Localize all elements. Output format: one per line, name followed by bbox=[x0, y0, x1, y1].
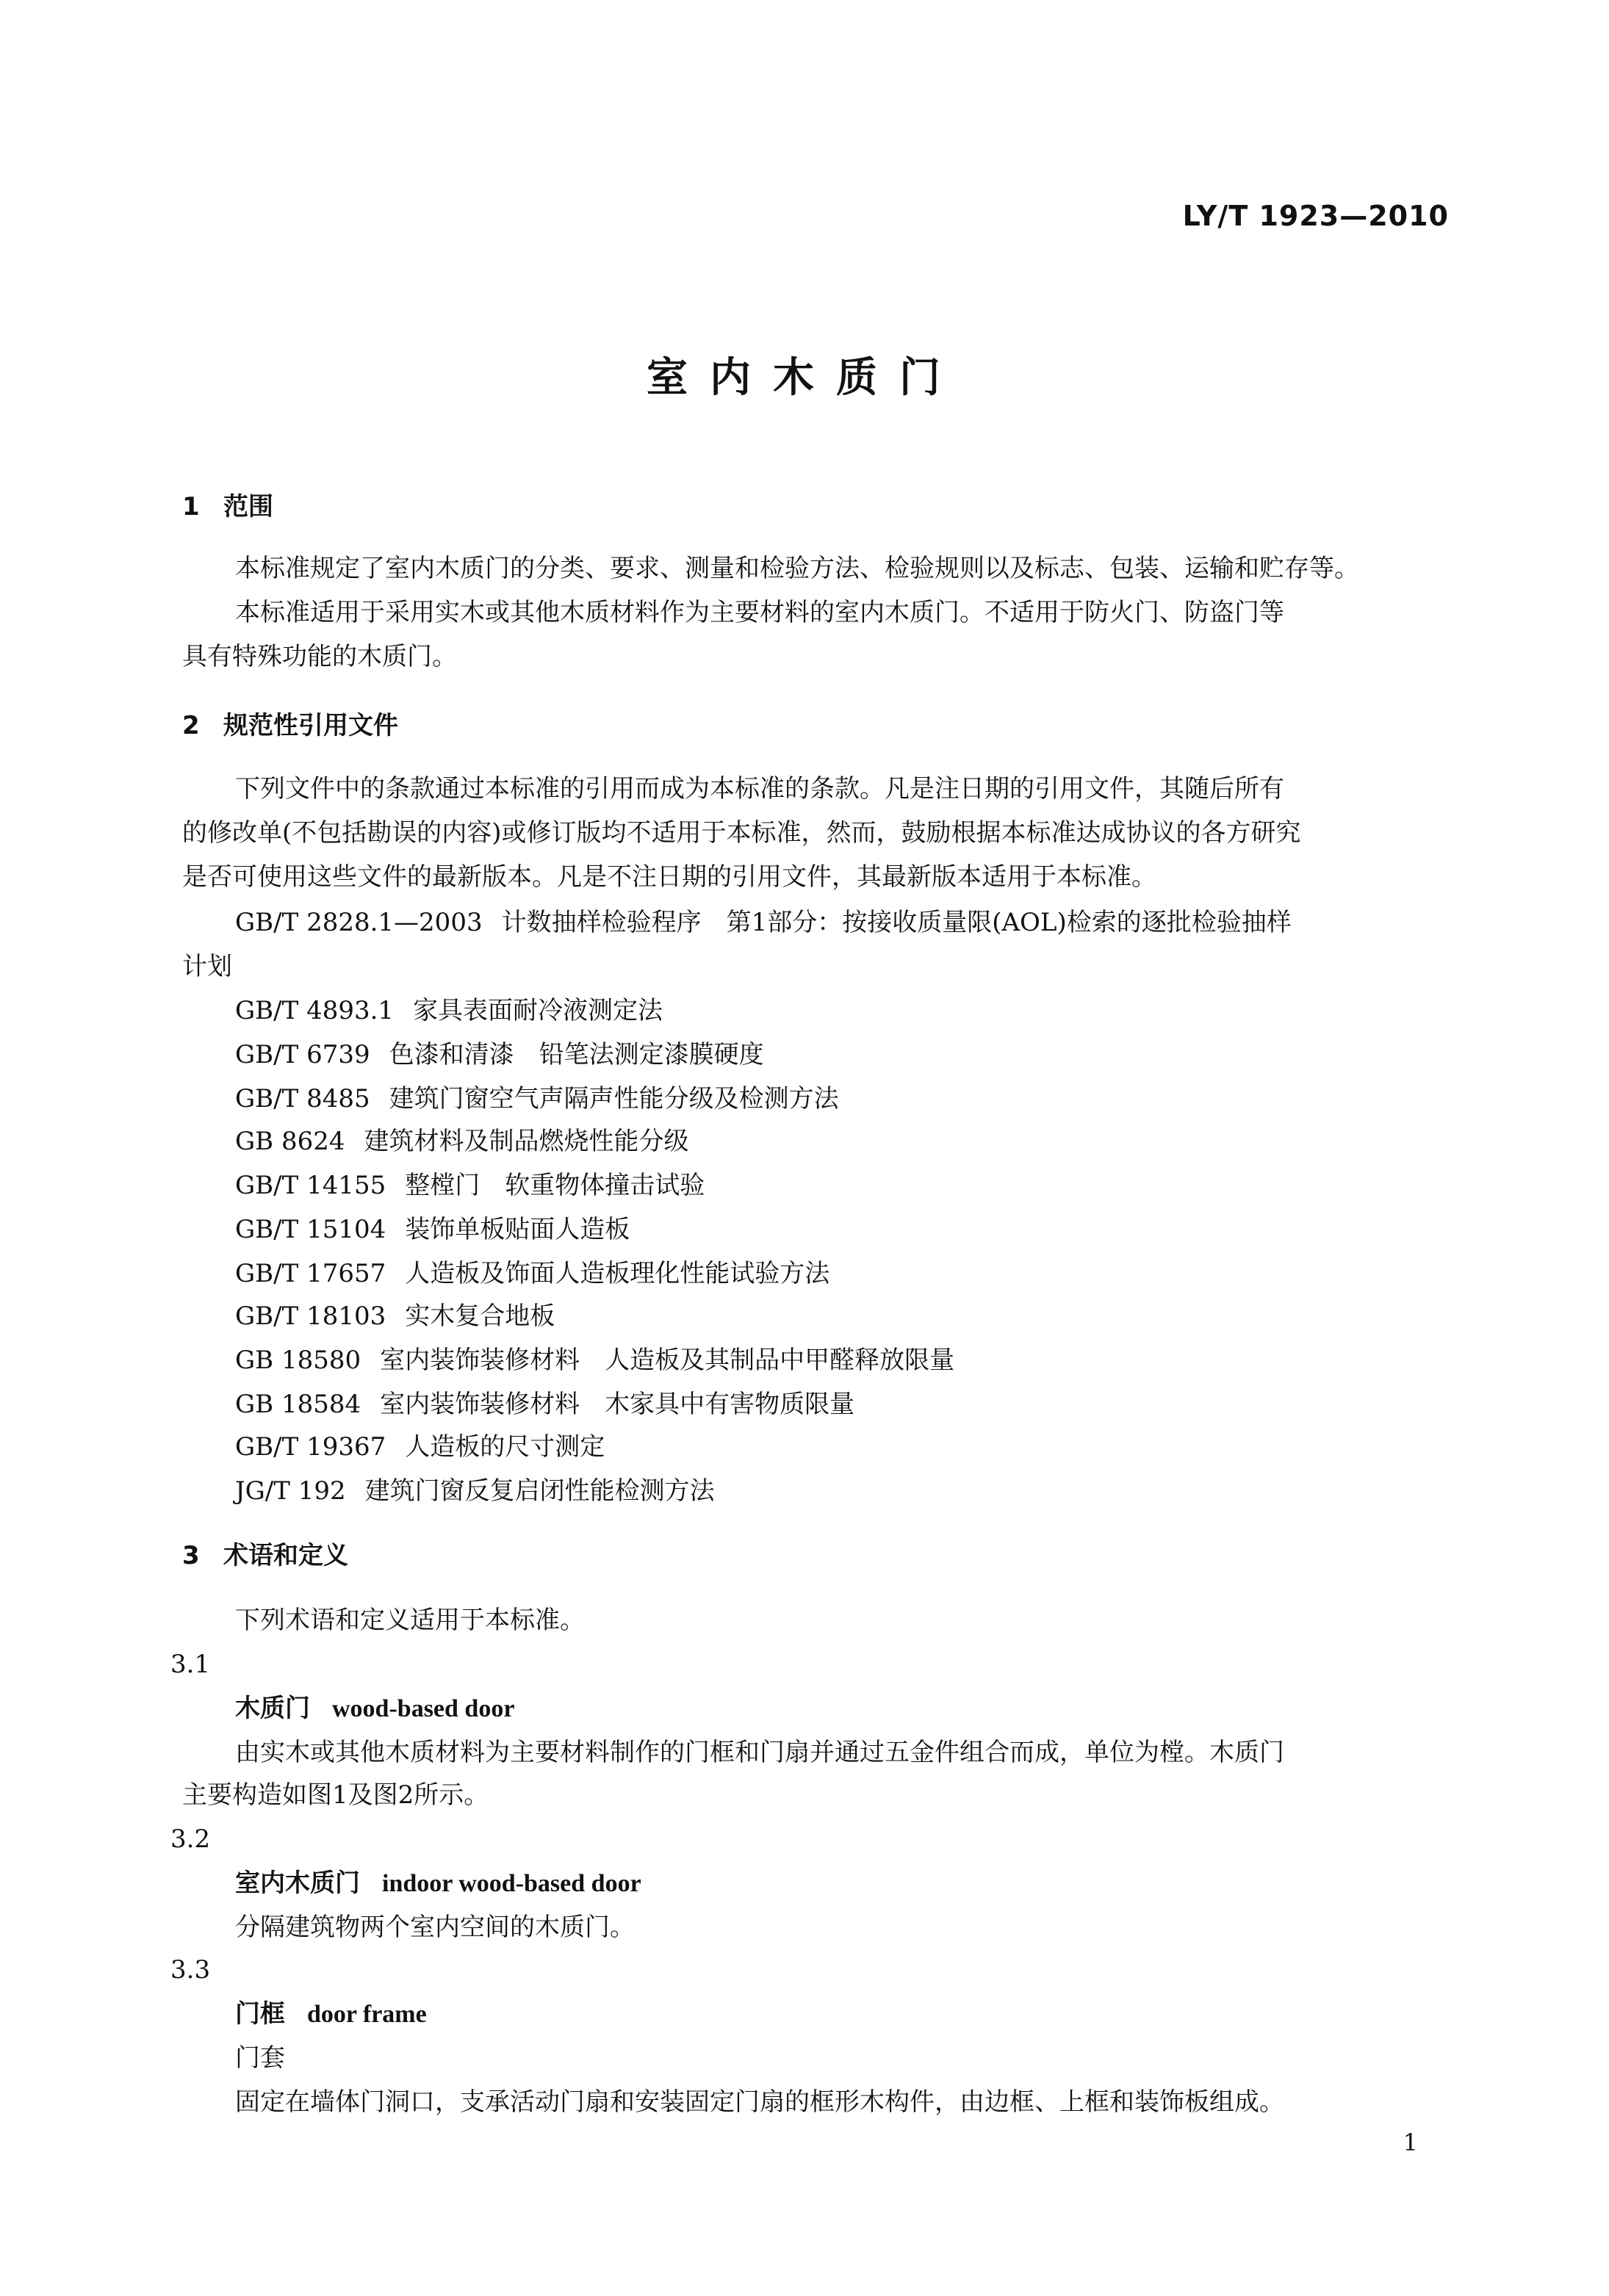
reference-title: 室内装饰装修材料 木家具中有害物质限量 bbox=[380, 1390, 855, 1419]
reference-code: GB/T 19367 bbox=[235, 1432, 386, 1462]
reference-item bbox=[235, 1388, 1506, 1420]
reference-code: GB/T 4893.1 bbox=[235, 996, 395, 1025]
reference-code: GB 8624 bbox=[235, 1127, 345, 1156]
section-title: 规范性引用文件 bbox=[223, 711, 398, 740]
reference-code: GB 18580 bbox=[235, 1346, 361, 1375]
reference-code: GB 18584 bbox=[235, 1390, 361, 1419]
term-english: indoor wood-based door bbox=[382, 1870, 641, 1897]
reference-item bbox=[235, 1431, 1506, 1463]
section-1-heading bbox=[182, 491, 1453, 523]
paragraph-line: 下列术语和定义适用于本标准。 bbox=[235, 1606, 585, 1635]
reference-code: GB/T 6739 bbox=[235, 1040, 370, 1069]
definition-line: 由实木或其他木质材料为主要材料制作的门框和门扇并通过五金件组合而成，单位为樘。木质门 bbox=[235, 1738, 1284, 1767]
reference-continuation: 计划 bbox=[182, 952, 232, 981]
term-chinese: 门框 bbox=[235, 1999, 285, 2029]
section-number: 2 bbox=[182, 711, 200, 740]
paragraph-line: 的修改单(不包括勘误的内容)或修订版均不适用于本标准，然而，鼓励根据本标准达成协议的各方研究 bbox=[182, 818, 1301, 848]
clause-number: 3.3 bbox=[170, 1955, 211, 1985]
reference-code: GB/T 14155 bbox=[235, 1171, 386, 1200]
paragraph-line: 具有特殊功能的木质门。 bbox=[182, 642, 457, 671]
term-chinese: 木质门 bbox=[235, 1694, 310, 1723]
term-english: wood-based door bbox=[332, 1695, 515, 1722]
clause-number: 3.2 bbox=[170, 1824, 211, 1854]
reference-title: 实木复合地板 bbox=[405, 1302, 555, 1331]
reference-title: 家具表面耐冷液测定法 bbox=[413, 996, 663, 1025]
reference-item bbox=[235, 1213, 1506, 1246]
reference-code: GB/T 2828.1—2003 bbox=[235, 908, 483, 937]
definition-line: 主要构造如图1及图2所示。 bbox=[182, 1780, 489, 1810]
reference-item bbox=[235, 1083, 1506, 1115]
reference-title: 装饰单板贴面人造板 bbox=[405, 1215, 630, 1244]
paragraph-line: 下列文件中的条款通过本标准的引用而成为本标准的条款。凡是注日期的引用文件，其随后所有 bbox=[235, 774, 1284, 804]
reference-title: 建筑门窗空气声隔声性能分级及检测方法 bbox=[389, 1084, 839, 1113]
reference-item bbox=[235, 994, 1506, 1027]
term-entry bbox=[235, 1998, 1506, 2031]
reference-item bbox=[235, 1039, 1506, 1071]
reference-code: GB/T 8485 bbox=[235, 1084, 370, 1113]
term-entry bbox=[235, 1692, 1506, 1725]
reference-item bbox=[235, 1257, 1506, 1290]
reference-title: 计数抽样检验程序 第1部分：按接收质量限(AOL)检索的逐批检验抽样 bbox=[501, 908, 1292, 937]
reference-item bbox=[235, 906, 1506, 939]
term-english: door frame bbox=[307, 2001, 427, 2028]
term-chinese: 室内木质门 bbox=[235, 1869, 360, 1898]
paragraph-line: 本标准适用于采用实木或其他木质材料作为主要材料的室内木质门。不适用于防火门、防盗门等 bbox=[235, 598, 1284, 627]
section-3-heading bbox=[182, 1539, 1453, 1572]
reference-code: GB/T 18103 bbox=[235, 1302, 386, 1331]
reference-code: GB/T 15104 bbox=[235, 1215, 386, 1244]
section-title: 术语和定义 bbox=[223, 1541, 348, 1570]
reference-item bbox=[235, 1344, 1506, 1376]
definition-line: 固定在墙体门洞口，支承活动门扇和安装固定门扇的框形木构件，由边框、上框和装饰板组成。 bbox=[235, 2087, 1284, 2117]
reference-title: 建筑门窗反复启闭性能检测方法 bbox=[364, 1476, 715, 1506]
reference-code: JG/T 192 bbox=[235, 1476, 346, 1506]
paragraph-line: 是否可使用这些文件的最新版本。凡是不注日期的引用文件，其最新版本适用于本标准。 bbox=[182, 862, 1156, 892]
clause-number: 3.1 bbox=[170, 1650, 211, 1679]
section-2-heading bbox=[182, 710, 1453, 742]
definition-line: 分隔建筑物两个室内空间的木质门。 bbox=[235, 1913, 635, 1942]
reference-title: 整樘门 软重物体撞击试验 bbox=[405, 1171, 705, 1200]
reference-item bbox=[235, 1475, 1506, 1507]
reference-item bbox=[235, 1125, 1506, 1158]
reference-title: 人造板及饰面人造板理化性能试验方法 bbox=[405, 1259, 830, 1288]
section-number: 1 bbox=[182, 492, 200, 521]
reference-item bbox=[235, 1169, 1506, 1202]
reference-item bbox=[235, 1300, 1506, 1332]
reference-title: 建筑材料及制品燃烧性能分级 bbox=[364, 1127, 689, 1156]
standard-code: LY/T 1923—2010 bbox=[1182, 200, 1449, 232]
reference-code: GB/T 17657 bbox=[235, 1259, 386, 1288]
reference-title: 人造板的尺寸测定 bbox=[405, 1432, 605, 1462]
reference-title: 室内装饰装修材料 人造板及其制品中甲醛释放限量 bbox=[380, 1346, 955, 1375]
section-title: 范围 bbox=[223, 492, 273, 521]
document-title: 室内木质门 bbox=[647, 354, 962, 402]
reference-title: 色漆和清漆 铅笔法测定漆膜硬度 bbox=[389, 1040, 764, 1069]
term-alternative: 门套 bbox=[235, 2043, 285, 2073]
section-number: 3 bbox=[182, 1541, 200, 1570]
page-number: 1 bbox=[1403, 2129, 1418, 2156]
term-entry bbox=[235, 1867, 1506, 1900]
paragraph-line: 本标准规定了室内木质门的分类、要求、测量和检验方法、检验规则以及标志、包装、运输和贮存等。 bbox=[235, 554, 1359, 583]
